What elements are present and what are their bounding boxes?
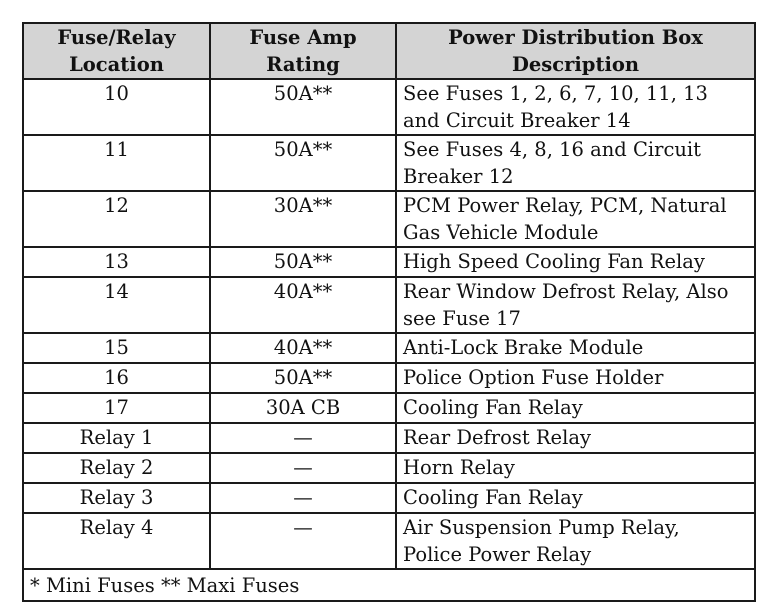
- table-row: [23, 277, 755, 333]
- header-location-line2: Location: [69, 53, 164, 76]
- cell-description: [396, 79, 755, 135]
- cell-location: Relay 2: [23, 453, 210, 483]
- description-line: High Speed Cooling Fan Relay: [403, 250, 705, 273]
- cell-rating: 50A**: [210, 247, 396, 277]
- description-line: Police Option Fuse Holder: [403, 366, 664, 389]
- cell-rating: 50A**: [210, 135, 396, 191]
- cell-rating: —: [210, 423, 396, 453]
- description-line: and Circuit Breaker 14: [403, 109, 631, 132]
- description-line: Air Suspension Pump Relay,: [403, 516, 680, 539]
- header-rating-line1: Fuse Amp: [249, 26, 357, 49]
- cell-rating: —: [210, 453, 396, 483]
- description-line: Gas Vehicle Module: [403, 221, 599, 244]
- cell-description: [396, 247, 755, 277]
- table-row: [23, 423, 755, 453]
- description-line: Anti-Lock Brake Module: [403, 336, 644, 359]
- cell-location: 17: [23, 393, 210, 423]
- cell-location: 10: [23, 79, 210, 135]
- cell-description: [396, 333, 755, 363]
- header-description-line2: Description: [511, 53, 640, 76]
- footnote: * Mini Fuses ** Maxi Fuses: [23, 569, 755, 601]
- cell-rating: —: [210, 483, 396, 513]
- description-line: PCM Power Relay, PCM, Natural: [403, 194, 727, 217]
- fuse-table-container: [22, 22, 754, 602]
- header-location: [23, 23, 210, 79]
- description-line: See Fuses 4, 8, 16 and Circuit: [403, 138, 701, 161]
- header-rating: [210, 23, 396, 79]
- cell-rating: —: [210, 513, 396, 569]
- description-line: Cooling Fan Relay: [403, 396, 583, 419]
- table-row: [23, 191, 755, 247]
- cell-location: 16: [23, 363, 210, 393]
- cell-location: Relay 1: [23, 423, 210, 453]
- cell-rating: 40A**: [210, 277, 396, 333]
- cell-location: 11: [23, 135, 210, 191]
- header-description-line1: Power Distribution Box: [448, 26, 703, 49]
- cell-location: 13: [23, 247, 210, 277]
- table-row: [23, 363, 755, 393]
- header-rating-line2: Rating: [266, 53, 340, 76]
- cell-location: 12: [23, 191, 210, 247]
- cell-description: [396, 483, 755, 513]
- table-header-row: [23, 23, 755, 79]
- description-line: See Fuses 1, 2, 6, 7, 10, 11, 13: [403, 82, 708, 105]
- cell-description: [396, 363, 755, 393]
- description-line: Horn Relay: [403, 456, 515, 479]
- cell-description: [396, 393, 755, 423]
- description-line: Police Power Relay: [403, 543, 592, 566]
- description-line: Breaker 12: [403, 165, 514, 188]
- table-row: [23, 333, 755, 363]
- description-line: Cooling Fan Relay: [403, 486, 583, 509]
- cell-location: 14: [23, 277, 210, 333]
- table-row: [23, 483, 755, 513]
- table-row: [23, 453, 755, 483]
- cell-description: [396, 277, 755, 333]
- cell-description: [396, 191, 755, 247]
- header-location-line1: Fuse/Relay: [57, 26, 176, 49]
- table-row: [23, 247, 755, 277]
- description-line: Rear Window Defrost Relay, Also: [403, 280, 729, 303]
- description-line: Rear Defrost Relay: [403, 426, 591, 449]
- cell-description: [396, 453, 755, 483]
- cell-rating: 40A**: [210, 333, 396, 363]
- cell-location: Relay 3: [23, 483, 210, 513]
- cell-rating: 30A**: [210, 191, 396, 247]
- cell-location: 15: [23, 333, 210, 363]
- cell-rating: 50A**: [210, 363, 396, 393]
- header-description: [396, 23, 755, 79]
- cell-location: Relay 4: [23, 513, 210, 569]
- cell-rating: 30A CB: [210, 393, 396, 423]
- table-row: [23, 513, 755, 569]
- footnote-row: [23, 569, 755, 601]
- description-line: see Fuse 17: [403, 307, 521, 330]
- cell-description: [396, 135, 755, 191]
- table-row: [23, 393, 755, 423]
- fuse-relay-table: [22, 22, 756, 602]
- table-row: [23, 135, 755, 191]
- cell-rating: 50A**: [210, 79, 396, 135]
- table-row: [23, 79, 755, 135]
- cell-description: [396, 513, 755, 569]
- cell-description: [396, 423, 755, 453]
